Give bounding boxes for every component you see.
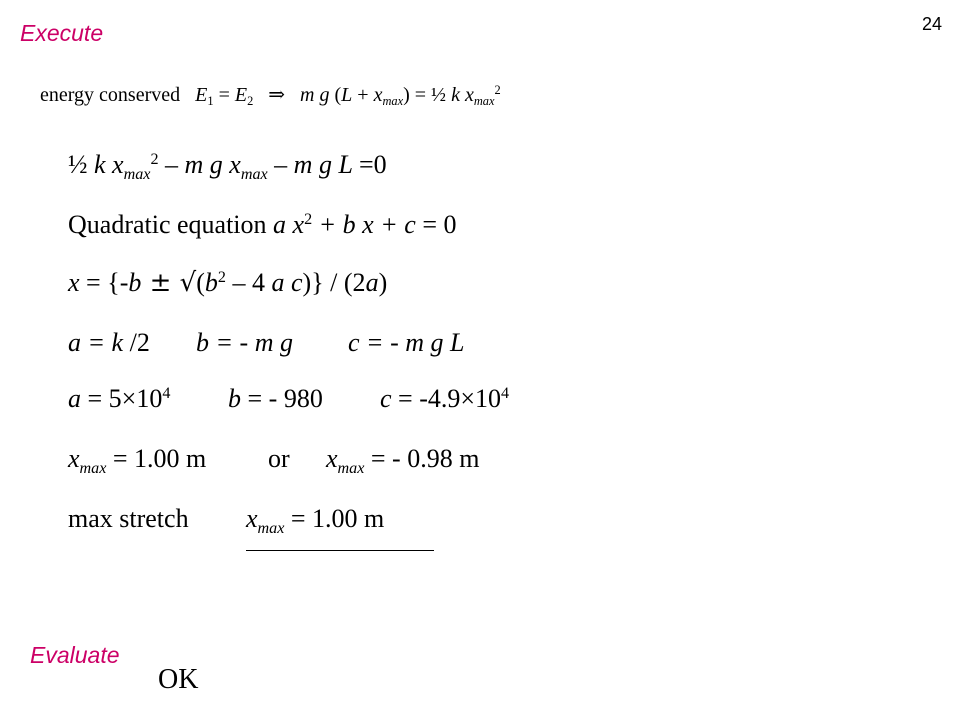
length-L: L: [341, 84, 353, 106]
energy-conservation-line: [40, 82, 501, 107]
a-exponent: 4: [162, 385, 171, 403]
square-exponent: 2: [494, 83, 501, 98]
max-subscript-2: max: [473, 94, 495, 109]
a-divisor: /2: [123, 328, 150, 357]
square-exponent: 2: [150, 151, 159, 169]
open-paren: (: [329, 84, 342, 106]
mgL-term: – m g L: [267, 150, 359, 179]
max-stretch-line: [68, 504, 385, 537]
a-var: a: [68, 384, 81, 413]
x-var: x: [68, 444, 80, 473]
k-term: k: [94, 150, 106, 179]
max-subscript: max: [382, 94, 404, 109]
section-label-evaluate: Evaluate: [30, 642, 120, 668]
a-var: a: [365, 268, 379, 297]
quadratic-formula: [68, 268, 387, 298]
energy-symbol: E: [195, 84, 208, 106]
mg-x-term: – m g x: [158, 150, 241, 179]
section-label-execute: Execute: [20, 20, 104, 46]
max-subscript: max: [123, 165, 151, 183]
formula-open: = {-: [79, 268, 129, 297]
c-exponent: 4: [501, 385, 510, 403]
x-term: x: [105, 150, 124, 179]
root-value-1: = 1.00 m: [106, 444, 207, 473]
formula-end: ): [378, 268, 388, 297]
equals-zero: = 0: [415, 210, 457, 239]
ac-term: a c: [271, 268, 303, 297]
x-var: x: [68, 268, 80, 297]
mg-term: m g: [300, 84, 330, 106]
equation-rearranged: [68, 150, 387, 183]
energy-subscript-2: 2: [247, 94, 254, 109]
x-var-2: x: [326, 444, 338, 473]
c-definition: c = - m g L: [348, 328, 465, 357]
max-subscript: max: [257, 519, 285, 537]
root-value-2: = - 0.98 m: [364, 444, 480, 473]
equals-zero: =0: [358, 150, 387, 179]
inner-open-paren: (: [196, 268, 205, 297]
energy-subscript-1: 1: [207, 94, 214, 109]
x-var: x: [373, 84, 383, 106]
b-definition: b = - m g: [196, 328, 293, 357]
roots-line: [68, 444, 480, 477]
b-var-2: b: [204, 268, 218, 297]
c-var: c: [380, 384, 392, 413]
equals-sign: =: [213, 84, 235, 106]
b-var: b: [228, 384, 241, 413]
implies-symbol: ⇒: [268, 82, 286, 106]
max-subscript-2: max: [337, 459, 365, 477]
x-var-2: x: [464, 84, 474, 106]
b-var: b: [128, 268, 142, 297]
square-exponent: 2: [304, 211, 313, 229]
max-stretch-label: max stretch: [68, 504, 189, 533]
plus-minus-sqrt: ± √: [141, 268, 197, 298]
max-subscript-2: max: [240, 165, 268, 183]
quadratic-ax-term: a x: [273, 210, 305, 239]
plus-sign: +: [352, 84, 374, 106]
energy-symbol-2: E: [234, 84, 248, 106]
or-word: or: [268, 444, 290, 473]
answer-underline: [246, 550, 434, 551]
c-value: = -4.9×10: [391, 384, 502, 413]
square-exponent: 2: [217, 269, 226, 287]
energy-prefix: energy conserved: [40, 84, 181, 106]
quadratic-equation-line: [68, 210, 456, 240]
x-var: x: [246, 504, 258, 533]
a-definition: a = k: [68, 328, 124, 357]
quadratic-rest: + b x + c: [312, 210, 416, 239]
ok-text: OK: [158, 664, 199, 695]
close-half: ) = ½: [403, 84, 452, 106]
b-value: = - 980: [241, 384, 323, 413]
a-value: = 5×10: [81, 384, 163, 413]
half-coefficient: ½: [68, 150, 94, 179]
quadratic-label: Quadratic equation: [68, 210, 274, 239]
page-number: 24: [922, 14, 943, 34]
k-var: k: [451, 84, 460, 106]
coefficient-definitions: [68, 328, 465, 358]
minus-four: – 4: [225, 268, 272, 297]
formula-close: )} / (2: [302, 268, 366, 297]
max-stretch-value: = 1.00 m: [284, 504, 385, 533]
max-subscript: max: [79, 459, 107, 477]
